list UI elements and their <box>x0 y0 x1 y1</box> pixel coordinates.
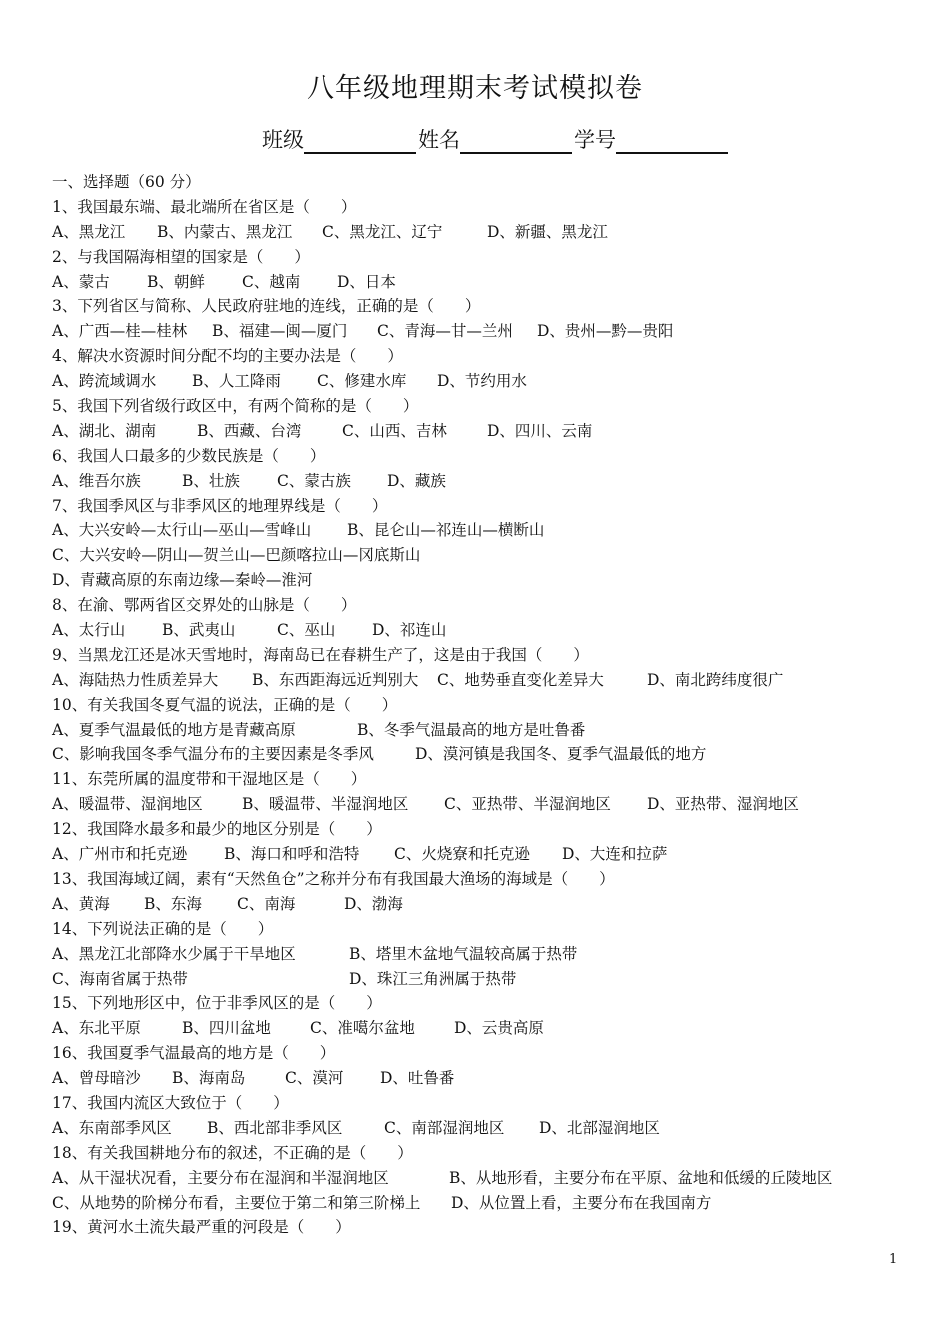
answer-option: B、西藏、台湾 <box>197 421 302 440</box>
answer-option: C、黑龙江、辽宁 <box>322 222 443 241</box>
options-row <box>52 792 912 817</box>
answer-option: C、亚热带、半湿润地区 <box>444 795 611 814</box>
answer-option: D、从位置上看，主要分布在我国南方 <box>451 1193 712 1212</box>
answer-option: D、日本 <box>337 272 396 291</box>
answer-option: B、昆仑山—祁连山—横断山 <box>347 521 545 540</box>
options-row <box>52 220 912 245</box>
answer-option: C、南海 <box>237 894 296 913</box>
question-text: 17、我国内流区大致位于（ ） <box>52 1093 289 1112</box>
answer-option: D、亚热带、湿润地区 <box>647 795 799 814</box>
student-id-blank-field[interactable] <box>616 124 728 154</box>
answer-option: D、珠江三角洲属于热带 <box>349 969 517 988</box>
answer-option: A、广州市和托克逊 <box>52 845 188 864</box>
options-row <box>52 742 912 767</box>
answer-option: D、祁连山 <box>372 621 447 640</box>
options-row <box>52 718 912 743</box>
options-row <box>52 543 912 568</box>
answer-option: A、蒙古 <box>52 272 110 291</box>
question-text: 5、我国下列省级行政区中，有两个简称的是（ ） <box>52 397 419 416</box>
answer-option: C、蒙古族 <box>277 471 351 490</box>
answer-option: A、暖温带、湿润地区 <box>52 795 203 814</box>
answer-option: C、巫山 <box>277 621 336 640</box>
answer-option: C、山西、吉林 <box>342 421 447 440</box>
answer-option: B、从地形看，主要分布在平原、盆地和低缓的丘陵地区 <box>449 1168 833 1187</box>
student-info-row <box>262 124 730 154</box>
options-row <box>52 419 912 444</box>
options-row <box>52 1116 912 1141</box>
options-row <box>52 319 912 344</box>
options-row <box>52 469 912 494</box>
options-row <box>52 892 912 917</box>
answer-option: C、准噶尔盆地 <box>310 1019 415 1038</box>
question-text: 14、下列说法正确的是（ ） <box>52 919 274 938</box>
class-blank-field[interactable] <box>304 124 416 154</box>
answer-option: A、黑龙江北部降水少属于干旱地区 <box>52 944 296 963</box>
question-text: 3、下列省区与简称、人民政府驻地的连线，正确的是（ ） <box>52 297 481 316</box>
answer-option: A、曾母暗沙 <box>52 1069 141 1088</box>
answer-option: D、四川、云南 <box>487 421 593 440</box>
answer-option: A、湖北、湖南 <box>52 421 157 440</box>
options-row <box>52 518 912 543</box>
question-text: 8、在渝、鄂两省区交界处的山脉是（ ） <box>52 596 357 615</box>
question-text: 2、与我国隔海相望的国家是（ ） <box>52 247 310 266</box>
answer-option: D、渤海 <box>344 894 403 913</box>
answer-option: C、火烧寮和托克逊 <box>394 845 530 864</box>
answer-option: B、海南岛 <box>172 1069 246 1088</box>
answer-option: C、大兴安岭—阴山—贺兰山—巴颜喀拉山—冈底斯山 <box>52 546 421 565</box>
answer-option: A、海陆热力性质差异大 <box>52 670 219 689</box>
question-text: 12、我国降水最多和最少的地区分别是（ ） <box>52 820 382 839</box>
page-number: 1 <box>889 1252 898 1267</box>
answer-option: A、从干湿状况看，主要分布在湿润和半湿润地区 <box>52 1168 389 1187</box>
student-id-label: 学号 <box>574 128 616 152</box>
question-text: 6、我国人口最多的少数民族是（ ） <box>52 446 326 465</box>
answer-option: D、吐鲁番 <box>380 1069 455 1088</box>
options-row <box>52 369 912 394</box>
options-row <box>52 270 912 295</box>
answer-option: B、冬季气温最高的地方是吐鲁番 <box>357 720 586 739</box>
answer-option: B、朝鲜 <box>147 272 205 291</box>
question-text: 4、解决水资源时间分配不均的主要办法是（ ） <box>52 347 403 366</box>
question-text: 15、下列地形区中，位于非季风区的是（ ） <box>52 994 382 1013</box>
answer-option: D、贵州—黔—贵阳 <box>537 322 674 341</box>
page-title: 八年级地理期末考试模拟卷 <box>307 73 643 104</box>
name-label: 姓名 <box>418 128 460 152</box>
answer-option: A、跨流域调水 <box>52 372 157 391</box>
answer-option: C、南部湿润地区 <box>384 1118 505 1137</box>
answer-option: B、人工降雨 <box>192 372 281 391</box>
answer-option: C、修建水库 <box>317 372 407 391</box>
answer-option: B、东西距海远近判别大 <box>252 670 419 689</box>
answer-option: D、漠河镇是我国冬、夏季气温最低的地方 <box>415 745 707 764</box>
answer-option: A、维吾尔族 <box>52 471 141 490</box>
question-text: 19、黄河水土流失最严重的河段是（ ） <box>52 1218 351 1237</box>
answer-option: B、塔里木盆地气温较高属于热带 <box>349 944 578 963</box>
answer-option: A、大兴安岭—太行山—巫山—雪峰山 <box>52 521 312 540</box>
name-blank-field[interactable] <box>460 124 572 154</box>
answer-option: B、暖温带、半湿润地区 <box>242 795 409 814</box>
options-row <box>52 967 912 992</box>
answer-option: A、东北平原 <box>52 1019 141 1038</box>
answer-option: A、太行山 <box>52 621 126 640</box>
answer-option: B、武夷山 <box>162 621 236 640</box>
options-row <box>52 1191 912 1216</box>
answer-option: B、东海 <box>144 894 202 913</box>
answer-option: C、影响我国冬季气温分布的主要因素是冬季风 <box>52 745 374 764</box>
answer-option: D、青藏高原的东南边缘—秦岭—淮河 <box>52 571 313 590</box>
question-text: 18、有关我国耕地分布的叙述，不正确的是（ ） <box>52 1143 413 1162</box>
answer-option: D、节约用水 <box>437 372 527 391</box>
section-heading: 一、选择题（60 分） <box>52 173 201 191</box>
answer-option: B、四川盆地 <box>182 1019 271 1038</box>
class-label: 班级 <box>262 128 304 152</box>
answer-option: D、大连和拉萨 <box>562 845 668 864</box>
question-text: 1、我国最东端、最北端所在省区是（ ） <box>52 197 357 216</box>
options-row <box>52 942 912 967</box>
question-text: 7、我国季风区与非季风区的地理界线是（ ） <box>52 496 388 515</box>
answer-option: B、海口和呼和浩特 <box>224 845 360 864</box>
answer-option: D、南北跨纬度很广 <box>647 670 784 689</box>
question-text: 11、东莞所属的温度带和干湿地区是（ ） <box>52 770 367 789</box>
answer-option: C、地势垂直变化差异大 <box>437 670 604 689</box>
answer-option: D、新疆、黑龙江 <box>487 222 608 241</box>
question-text: 10、有关我国冬夏气温的说法，正确的是（ ） <box>52 695 398 714</box>
answer-option: B、内蒙古、黑龙江 <box>157 222 293 241</box>
answer-option: A、东南部季风区 <box>52 1118 172 1137</box>
answer-option: A、夏季气温最低的地方是青藏高原 <box>52 720 296 739</box>
answer-option: C、从地势的阶梯分布看，主要位于第二和第三阶梯上 <box>52 1193 421 1212</box>
answer-option: C、越南 <box>242 272 301 291</box>
answer-option: B、壮族 <box>182 471 240 490</box>
answer-option: C、海南省属于热带 <box>52 969 188 988</box>
options-row <box>52 668 912 693</box>
options-row <box>52 842 912 867</box>
question-list <box>52 170 912 1240</box>
answer-option: A、黑龙江 <box>52 222 126 241</box>
answer-option: B、福建—闽—厦门 <box>212 322 348 341</box>
answer-option: D、藏族 <box>387 471 446 490</box>
answer-option: B、西北部非季风区 <box>207 1118 343 1137</box>
answer-option: A、广西—桂—桂林 <box>52 322 188 341</box>
options-row <box>52 1066 912 1091</box>
answer-option: A、黄海 <box>52 894 110 913</box>
question-text: 13、我国海域辽阔，素有“天然鱼仓”之称并分布有我国最大渔场的海域是（ ） <box>52 869 615 888</box>
question-text: 9、当黑龙江还是冰天雪地时，海南岛已在春耕生产了，这是由于我国（ ） <box>52 645 589 664</box>
question-text: 16、我国夏季气温最高的地方是（ ） <box>52 1044 336 1063</box>
answer-option: C、青海—甘—兰州 <box>377 322 513 341</box>
options-row <box>52 1166 912 1191</box>
options-row <box>52 568 912 593</box>
answer-option: C、漠河 <box>285 1069 344 1088</box>
answer-option: D、云贵高原 <box>454 1019 544 1038</box>
options-row <box>52 1016 912 1041</box>
answer-option: D、北部湿润地区 <box>539 1118 660 1137</box>
options-row <box>52 618 912 643</box>
